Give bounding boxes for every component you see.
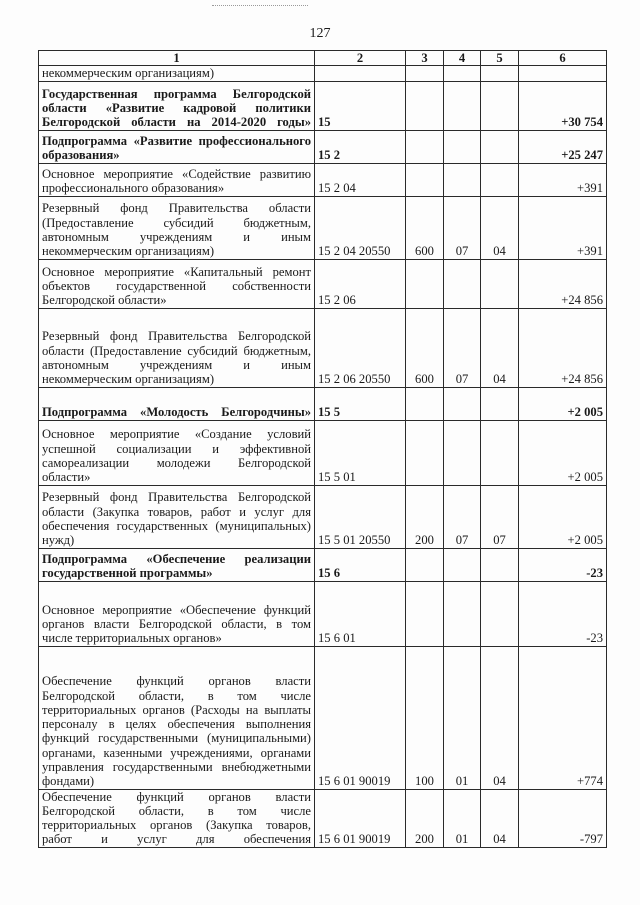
row-code-cell: 15 2 06 (315, 259, 406, 308)
row-amount-cell: -23 (519, 548, 607, 581)
row-c4-cell (444, 548, 481, 581)
row-c3-cell: 600 (406, 196, 444, 259)
row-c3-cell (406, 581, 444, 646)
row-amount-cell (519, 66, 607, 81)
page-number: 127 (309, 26, 331, 41)
row-amount-cell: +391 (519, 196, 607, 259)
row-name-cell: Основное мероприятие «Обеспечение функций органов власти Белгородской области, в том числе территориальных органов» (39, 581, 315, 646)
column-header: 3 (406, 51, 444, 66)
row-amount-cell: +24 856 (519, 308, 607, 387)
row-name-cell: Основное мероприятие «Капитальный ремонт объектов государственной собственности Белгородской области» (39, 259, 315, 308)
row-code-cell: 15 2 04 (315, 163, 406, 196)
row-c3-cell (406, 259, 444, 308)
row-c3-cell (406, 66, 444, 81)
table-row (39, 646, 607, 789)
row-c3-cell (406, 163, 444, 196)
column-header: 4 (444, 51, 481, 66)
table-row (39, 196, 607, 259)
table-header-row (39, 51, 607, 66)
table-row (39, 485, 607, 548)
table-row (39, 81, 607, 130)
row-code-cell (315, 66, 406, 81)
row-c4-cell (444, 66, 481, 81)
table-row (39, 308, 607, 387)
row-code-cell: 15 5 (315, 387, 406, 420)
table-row (39, 66, 607, 81)
row-code-cell: 15 6 (315, 548, 406, 581)
row-c4-cell (444, 259, 481, 308)
row-c4-cell (444, 420, 481, 485)
row-name-cell: Основное мероприятие «Создание условий успешной социализации и эффективной самореализации молодежи Белгородской области» (39, 420, 315, 485)
row-code-cell: 15 2 04 20550 (315, 196, 406, 259)
row-name-cell: Подпрограмма «Обеспечение реализации государственной программы» (39, 548, 315, 581)
row-code-cell: 15 6 01 90019 (315, 789, 406, 847)
budget-table (38, 50, 607, 848)
row-c5-cell (481, 548, 519, 581)
row-name-cell: Резервный фонд Правительства Белгородской области (Предоставление субсидий бюджетным, автономным учреждениям и иным некоммерческим организациям) (39, 308, 315, 387)
row-c3-cell (406, 420, 444, 485)
row-amount-cell: +2 005 (519, 420, 607, 485)
row-code-cell: 15 5 01 (315, 420, 406, 485)
row-code-cell: 15 6 01 90019 (315, 646, 406, 789)
row-c5-cell: 04 (481, 196, 519, 259)
row-c5-cell (481, 81, 519, 130)
row-c4-cell: 01 (444, 789, 481, 847)
row-c5-cell: 04 (481, 789, 519, 847)
row-name-cell: Основное мероприятие «Содействие развитию профессионального образования» (39, 163, 315, 196)
row-code-cell: 15 (315, 81, 406, 130)
table-row (39, 548, 607, 581)
row-amount-cell: +2 005 (519, 387, 607, 420)
row-c5-cell: 07 (481, 485, 519, 548)
table-row (39, 387, 607, 420)
row-c4-cell: 07 (444, 196, 481, 259)
row-c3-cell (406, 387, 444, 420)
row-amount-cell: +25 247 (519, 130, 607, 163)
row-name-cell: Подпрограмма «Развитие профессионального образования» (39, 130, 315, 163)
row-amount-cell: -23 (519, 581, 607, 646)
row-c5-cell (481, 163, 519, 196)
table-body (39, 66, 607, 847)
row-c5-cell (481, 130, 519, 163)
row-amount-cell: +2 005 (519, 485, 607, 548)
top-scan-mark (212, 5, 308, 8)
row-c3-cell (406, 81, 444, 130)
table-row (39, 259, 607, 308)
row-c3-cell (406, 130, 444, 163)
row-amount-cell: +30 754 (519, 81, 607, 130)
row-amount-cell: +391 (519, 163, 607, 196)
column-header: 1 (39, 51, 315, 66)
row-c4-cell: 01 (444, 646, 481, 789)
row-c3-cell (406, 548, 444, 581)
row-name-cell: Обеспечение функций органов власти Белгородской области, в том числе территориальных органов (Закупка товаров, работ и услуг для обеспечения (39, 789, 315, 847)
row-c3-cell: 200 (406, 485, 444, 548)
table-row (39, 581, 607, 646)
row-name-cell: некоммерческим организациям) (39, 66, 315, 81)
row-name-cell: Резервный фонд Правительства области (Предоставление субсидий бюджетным, автономным учреждениям и иным некоммерческим организациям) (39, 196, 315, 259)
row-code-cell: 15 2 (315, 130, 406, 163)
row-c4-cell (444, 130, 481, 163)
row-name-cell: Обеспечение функций органов власти Белгородской области, в том числе территориальных органов (Расходы на выплаты персоналу в целях обеспечения выполнения функций государственными (муниципальными) органами, казенными учреждениями, органами управления государственными внебюджетными фондами) (39, 646, 315, 789)
row-c5-cell (481, 66, 519, 81)
row-name-cell: Резервный фонд Правительства Белгородской области (Закупка товаров, работ и услуг для обеспечения государственных (муниципальных) нужд) (39, 485, 315, 548)
table-row (39, 789, 607, 847)
row-c5-cell: 04 (481, 308, 519, 387)
row-c5-cell (481, 259, 519, 308)
row-c4-cell (444, 387, 481, 420)
table-row (39, 420, 607, 485)
table-row (39, 163, 607, 196)
row-c5-cell (481, 420, 519, 485)
row-code-cell: 15 2 06 20550 (315, 308, 406, 387)
row-c3-cell: 100 (406, 646, 444, 789)
row-c4-cell (444, 581, 481, 646)
row-c4-cell: 07 (444, 485, 481, 548)
row-c5-cell (481, 581, 519, 646)
row-code-cell: 15 6 01 (315, 581, 406, 646)
table-row (39, 130, 607, 163)
row-c3-cell: 200 (406, 789, 444, 847)
row-c5-cell (481, 387, 519, 420)
column-header: 2 (315, 51, 406, 66)
row-c3-cell: 600 (406, 308, 444, 387)
column-header: 5 (481, 51, 519, 66)
row-c5-cell: 04 (481, 646, 519, 789)
row-name-cell: Государственная программа Белгородской области «Развитие кадровой политики Белгородской области на 2014-2020 годы» (39, 81, 315, 130)
column-header: 6 (519, 51, 607, 66)
row-name-cell: Подпрограмма «Молодость Белгородчины» (39, 387, 315, 420)
row-amount-cell: +774 (519, 646, 607, 789)
row-code-cell: 15 5 01 20550 (315, 485, 406, 548)
row-c4-cell (444, 81, 481, 130)
row-amount-cell: +24 856 (519, 259, 607, 308)
row-c4-cell (444, 163, 481, 196)
row-c4-cell: 07 (444, 308, 481, 387)
row-amount-cell: -797 (519, 789, 607, 847)
